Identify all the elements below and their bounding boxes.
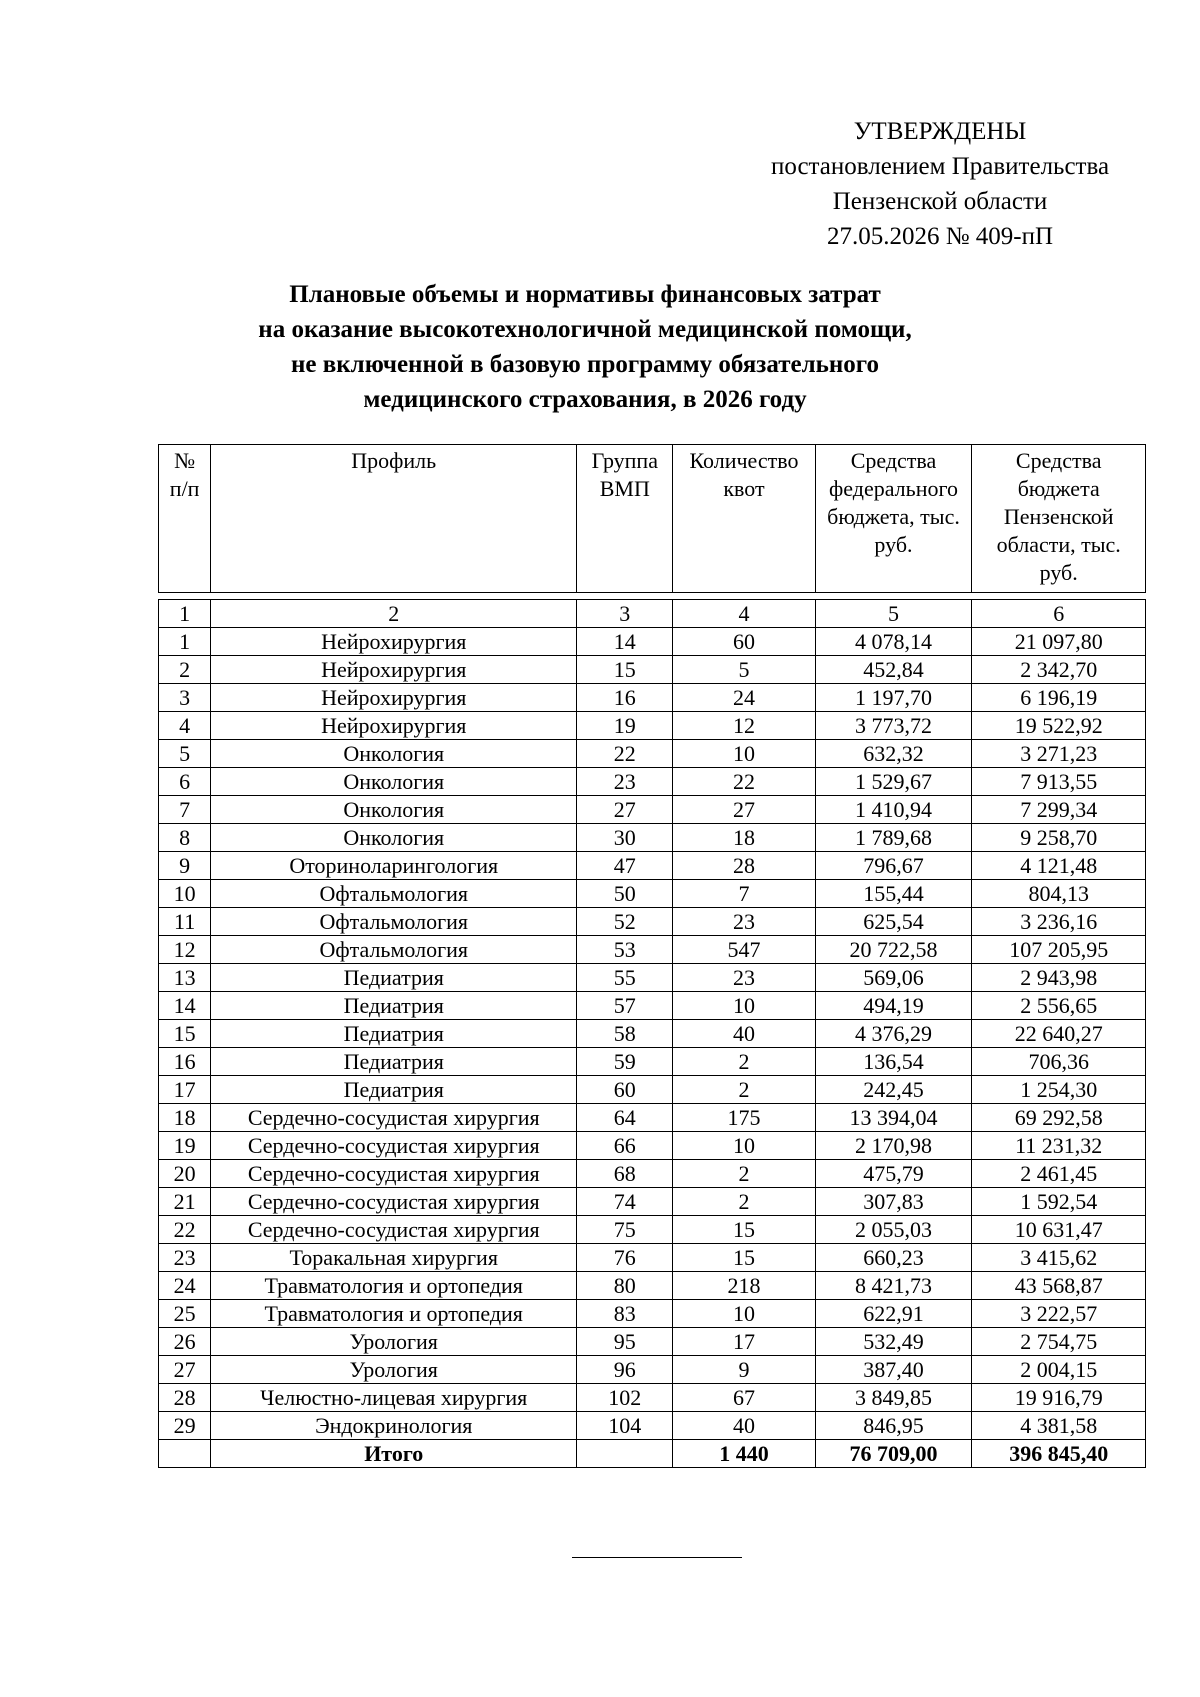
vmp-group-cell: 50 (577, 880, 673, 908)
row-number-cell: 29 (159, 1412, 211, 1440)
profile-cell: Педиатрия (211, 1076, 577, 1104)
quota-count-cell: 175 (673, 1104, 815, 1132)
profile-cell: Педиатрия (211, 964, 577, 992)
federal-budget-cell: 660,23 (815, 1244, 972, 1272)
federal-budget-cell: 569,06 (815, 964, 972, 992)
row-number-cell: 10 (159, 880, 211, 908)
row-number-cell: 12 (159, 936, 211, 964)
vmp-group-cell: 30 (577, 824, 673, 852)
table-row (159, 1216, 1146, 1244)
profile-cell: Эндокринология (211, 1412, 577, 1440)
row-number-cell: 1 (159, 628, 211, 656)
regional-budget-cell: 2 004,15 (972, 1356, 1146, 1384)
table-row (159, 1048, 1146, 1076)
approval-block (740, 114, 1140, 254)
header-vmp-group: Группа ВМП (577, 445, 673, 593)
profile-cell: Урология (211, 1356, 577, 1384)
regional-budget-cell: 1 254,30 (972, 1076, 1146, 1104)
federal-budget-cell: 475,79 (815, 1160, 972, 1188)
quota-count-cell: 2 (673, 1076, 815, 1104)
quota-count-cell: 23 (673, 908, 815, 936)
quota-count-cell: 7 (673, 880, 815, 908)
profile-cell: Педиатрия (211, 992, 577, 1020)
header-number: № п/п (159, 445, 211, 593)
vmp-group-cell: 64 (577, 1104, 673, 1132)
quota-count-cell: 15 (673, 1216, 815, 1244)
quota-count-cell: 17 (673, 1328, 815, 1356)
profile-cell: Онкология (211, 768, 577, 796)
table-row (159, 824, 1146, 852)
quota-count-cell: 9 (673, 1356, 815, 1384)
table-header-row (159, 445, 1146, 593)
total-regional-budget: 396 845,40 (972, 1440, 1146, 1468)
profile-cell: Офтальмология (211, 936, 577, 964)
federal-budget-cell: 155,44 (815, 880, 972, 908)
vmp-group-cell: 52 (577, 908, 673, 936)
table-row (159, 1384, 1146, 1412)
quota-count-cell: 28 (673, 852, 815, 880)
federal-budget-cell: 307,83 (815, 1188, 972, 1216)
table-row (159, 1132, 1146, 1160)
quota-count-cell: 15 (673, 1244, 815, 1272)
row-number-cell: 2 (159, 656, 211, 684)
total-quota-count: 1 440 (673, 1440, 815, 1468)
vmp-group-cell: 60 (577, 1076, 673, 1104)
vmp-group-cell: 96 (577, 1356, 673, 1384)
header-quota-count: Количество квот (673, 445, 815, 593)
table-row (159, 908, 1146, 936)
profile-cell: Сердечно-сосудистая хирургия (211, 1188, 577, 1216)
profile-cell: Офтальмология (211, 880, 577, 908)
federal-budget-cell: 1 529,67 (815, 768, 972, 796)
table-row (159, 1160, 1146, 1188)
table-row (159, 1412, 1146, 1440)
row-number-cell: 8 (159, 824, 211, 852)
total-federal-budget: 76 709,00 (815, 1440, 972, 1468)
header-federal-budget: Средства федерального бюджета, тыс. руб. (815, 445, 972, 593)
column-number-row (159, 600, 1146, 628)
table-row (159, 1076, 1146, 1104)
vmp-group-cell: 19 (577, 712, 673, 740)
quota-count-cell: 547 (673, 936, 815, 964)
row-number-cell: 5 (159, 740, 211, 768)
federal-budget-cell: 846,95 (815, 1412, 972, 1440)
vmp-group-cell: 23 (577, 768, 673, 796)
total-row (159, 1440, 1146, 1468)
vmp-group-cell: 80 (577, 1272, 673, 1300)
row-number-cell: 17 (159, 1076, 211, 1104)
quota-count-cell: 2 (673, 1160, 815, 1188)
row-number-cell: 3 (159, 684, 211, 712)
approval-region: Пензенской области (832, 188, 1048, 215)
table-row (159, 936, 1146, 964)
federal-budget-cell: 632,32 (815, 740, 972, 768)
end-of-document-line (572, 1557, 742, 1558)
federal-budget-cell: 20 722,58 (815, 936, 972, 964)
row-number-cell: 27 (159, 1356, 211, 1384)
column-number: 2 (211, 600, 577, 628)
regional-budget-cell: 19 522,92 (972, 712, 1146, 740)
row-number-cell: 18 (159, 1104, 211, 1132)
federal-budget-cell: 3 849,85 (815, 1384, 972, 1412)
vmp-group-cell: 15 (577, 656, 673, 684)
vmp-group-cell: 16 (577, 684, 673, 712)
quota-count-cell: 22 (673, 768, 815, 796)
quota-count-cell: 24 (673, 684, 815, 712)
quota-count-cell: 27 (673, 796, 815, 824)
table-row (159, 1272, 1146, 1300)
vmp-group-cell: 75 (577, 1216, 673, 1244)
vmp-group-cell: 76 (577, 1244, 673, 1272)
row-number-cell: 19 (159, 1132, 211, 1160)
row-number-cell: 20 (159, 1160, 211, 1188)
federal-budget-cell: 796,67 (815, 852, 972, 880)
table-row (159, 684, 1146, 712)
federal-budget-cell: 387,40 (815, 1356, 972, 1384)
quota-count-cell: 218 (673, 1272, 815, 1300)
row-number-cell: 28 (159, 1384, 211, 1412)
quota-count-cell: 12 (673, 712, 815, 740)
quota-count-cell: 67 (673, 1384, 815, 1412)
federal-budget-cell: 4 376,29 (815, 1020, 972, 1048)
table-row (159, 740, 1146, 768)
quota-count-cell: 40 (673, 1020, 815, 1048)
profile-cell: Педиатрия (211, 1020, 577, 1048)
table-row (159, 712, 1146, 740)
quota-count-cell: 5 (673, 656, 815, 684)
regional-budget-cell: 107 205,95 (972, 936, 1146, 964)
quota-count-cell: 18 (673, 824, 815, 852)
profile-cell: Онкология (211, 796, 577, 824)
row-number-cell: 11 (159, 908, 211, 936)
row-number-cell: 26 (159, 1328, 211, 1356)
regional-budget-cell: 4 121,48 (972, 852, 1146, 880)
profile-cell: Онкология (211, 824, 577, 852)
regional-budget-cell: 19 916,79 (972, 1384, 1146, 1412)
profile-cell: Сердечно-сосудистая хирургия (211, 1104, 577, 1132)
regional-budget-cell: 3 415,62 (972, 1244, 1146, 1272)
regional-budget-cell: 69 292,58 (972, 1104, 1146, 1132)
title-line: не включенной в базовую программу обязательного (291, 351, 879, 378)
document-title (160, 277, 1010, 417)
row-number-cell: 14 (159, 992, 211, 1020)
vmp-group-cell: 22 (577, 740, 673, 768)
profile-cell: Нейрохирургия (211, 656, 577, 684)
federal-budget-cell: 1 197,70 (815, 684, 972, 712)
table-row (159, 880, 1146, 908)
vmp-group-cell: 53 (577, 936, 673, 964)
total-number-cell (159, 1440, 211, 1468)
profile-cell: Оториноларингология (211, 852, 577, 880)
profile-cell: Челюстно-лицевая хирургия (211, 1384, 577, 1412)
row-number-cell: 13 (159, 964, 211, 992)
regional-budget-cell: 2 556,65 (972, 992, 1146, 1020)
regional-budget-cell: 6 196,19 (972, 684, 1146, 712)
header-separator (159, 593, 1146, 600)
vmp-group-cell: 83 (577, 1300, 673, 1328)
profile-cell: Торакальная хирургия (211, 1244, 577, 1272)
regional-budget-cell: 22 640,27 (972, 1020, 1146, 1048)
regional-budget-cell: 7 299,34 (972, 796, 1146, 824)
profile-cell: Урология (211, 1328, 577, 1356)
vmp-group-cell: 95 (577, 1328, 673, 1356)
federal-budget-cell: 136,54 (815, 1048, 972, 1076)
regional-budget-cell: 11 231,32 (972, 1132, 1146, 1160)
federal-budget-cell: 625,54 (815, 908, 972, 936)
profile-cell: Нейрохирургия (211, 712, 577, 740)
table-row (159, 768, 1146, 796)
vmp-group-cell: 27 (577, 796, 673, 824)
regional-budget-cell: 9 258,70 (972, 824, 1146, 852)
regional-budget-cell: 706,36 (972, 1048, 1146, 1076)
profile-cell: Сердечно-сосудистая хирургия (211, 1160, 577, 1188)
regional-budget-cell: 3 271,23 (972, 740, 1146, 768)
vmp-group-cell: 47 (577, 852, 673, 880)
row-number-cell: 23 (159, 1244, 211, 1272)
regional-budget-cell: 804,13 (972, 880, 1146, 908)
profile-cell: Травматология и ортопедия (211, 1300, 577, 1328)
header-profile: Профиль (211, 445, 577, 593)
profile-cell: Офтальмология (211, 908, 577, 936)
federal-budget-cell: 242,45 (815, 1076, 972, 1104)
vmp-group-cell: 57 (577, 992, 673, 1020)
table-row (159, 1244, 1146, 1272)
row-number-cell: 9 (159, 852, 211, 880)
approval-heading: УТВЕРЖДЕНЫ (853, 118, 1027, 145)
vmp-group-cell: 68 (577, 1160, 673, 1188)
table-row (159, 1104, 1146, 1132)
column-number: 5 (815, 600, 972, 628)
vmp-group-cell: 66 (577, 1132, 673, 1160)
profile-cell: Сердечно-сосудистая хирургия (211, 1216, 577, 1244)
quota-count-cell: 60 (673, 628, 815, 656)
regional-budget-cell: 43 568,87 (972, 1272, 1146, 1300)
quota-count-cell: 40 (673, 1412, 815, 1440)
quota-count-cell: 2 (673, 1048, 815, 1076)
column-number: 3 (577, 600, 673, 628)
approval-date-number: 27.05.2026 № 409-пП (826, 223, 1054, 250)
table-row (159, 656, 1146, 684)
quota-count-cell: 10 (673, 1132, 815, 1160)
row-number-cell: 15 (159, 1020, 211, 1048)
table-row (159, 628, 1146, 656)
regional-budget-cell: 2 342,70 (972, 656, 1146, 684)
regional-budget-cell: 3 222,57 (972, 1300, 1146, 1328)
profile-cell: Нейрохирургия (211, 628, 577, 656)
quota-count-cell: 23 (673, 964, 815, 992)
regional-budget-cell: 7 913,55 (972, 768, 1146, 796)
regional-budget-cell: 2 943,98 (972, 964, 1146, 992)
vmp-volumes-table (158, 444, 1146, 1468)
vmp-group-cell: 55 (577, 964, 673, 992)
vmp-group-cell: 74 (577, 1188, 673, 1216)
regional-budget-cell: 2 754,75 (972, 1328, 1146, 1356)
table-row (159, 964, 1146, 992)
title-line: на оказание высокотехнологичной медицинской помощи, (258, 316, 912, 343)
federal-budget-cell: 4 078,14 (815, 628, 972, 656)
quota-count-cell: 10 (673, 1300, 815, 1328)
regional-budget-cell: 3 236,16 (972, 908, 1146, 936)
row-number-cell: 22 (159, 1216, 211, 1244)
header-regional-budget: Средства бюджета Пензенской области, тыс. руб. (972, 445, 1146, 593)
title-line: Плановые объемы и нормативы финансовых затрат (289, 281, 881, 308)
vmp-group-cell: 104 (577, 1412, 673, 1440)
row-number-cell: 16 (159, 1048, 211, 1076)
table-row (159, 796, 1146, 824)
total-label: Итого (211, 1440, 577, 1468)
regional-budget-cell: 21 097,80 (972, 628, 1146, 656)
federal-budget-cell: 1 789,68 (815, 824, 972, 852)
title-line: медицинского страхования, в 2026 году (363, 386, 807, 413)
quota-count-cell: 10 (673, 992, 815, 1020)
quota-count-cell: 2 (673, 1188, 815, 1216)
federal-budget-cell: 13 394,04 (815, 1104, 972, 1132)
table-row (159, 1020, 1146, 1048)
row-number-cell: 21 (159, 1188, 211, 1216)
row-number-cell: 6 (159, 768, 211, 796)
column-number: 6 (972, 600, 1146, 628)
regional-budget-cell: 10 631,47 (972, 1216, 1146, 1244)
column-number: 4 (673, 600, 815, 628)
table-row (159, 1188, 1146, 1216)
federal-budget-cell: 3 773,72 (815, 712, 972, 740)
profile-cell: Сердечно-сосудистая хирургия (211, 1132, 577, 1160)
profile-cell: Нейрохирургия (211, 684, 577, 712)
vmp-group-cell: 102 (577, 1384, 673, 1412)
federal-budget-cell: 494,19 (815, 992, 972, 1020)
federal-budget-cell: 2 170,98 (815, 1132, 972, 1160)
vmp-group-cell: 58 (577, 1020, 673, 1048)
profile-cell: Онкология (211, 740, 577, 768)
row-number-cell: 4 (159, 712, 211, 740)
regional-budget-cell: 2 461,45 (972, 1160, 1146, 1188)
approval-decree: постановлением Правительства (770, 153, 1110, 180)
federal-budget-cell: 532,49 (815, 1328, 972, 1356)
federal-budget-cell: 2 055,03 (815, 1216, 972, 1244)
federal-budget-cell: 622,91 (815, 1300, 972, 1328)
vmp-group-cell: 59 (577, 1048, 673, 1076)
vmp-group-cell: 14 (577, 628, 673, 656)
row-number-cell: 25 (159, 1300, 211, 1328)
regional-budget-cell: 4 381,58 (972, 1412, 1146, 1440)
quota-count-cell: 10 (673, 740, 815, 768)
regional-budget-cell: 1 592,54 (972, 1188, 1146, 1216)
table-row (159, 852, 1146, 880)
row-number-cell: 7 (159, 796, 211, 824)
profile-cell: Травматология и ортопедия (211, 1272, 577, 1300)
column-number: 1 (159, 600, 211, 628)
total-vmp-group-cell (577, 1440, 673, 1468)
table-row (159, 1328, 1146, 1356)
row-number-cell: 24 (159, 1272, 211, 1300)
profile-cell: Педиатрия (211, 1048, 577, 1076)
federal-budget-cell: 1 410,94 (815, 796, 972, 824)
table-row (159, 992, 1146, 1020)
table-row (159, 1356, 1146, 1384)
federal-budget-cell: 8 421,73 (815, 1272, 972, 1300)
table-row (159, 1300, 1146, 1328)
federal-budget-cell: 452,84 (815, 656, 972, 684)
